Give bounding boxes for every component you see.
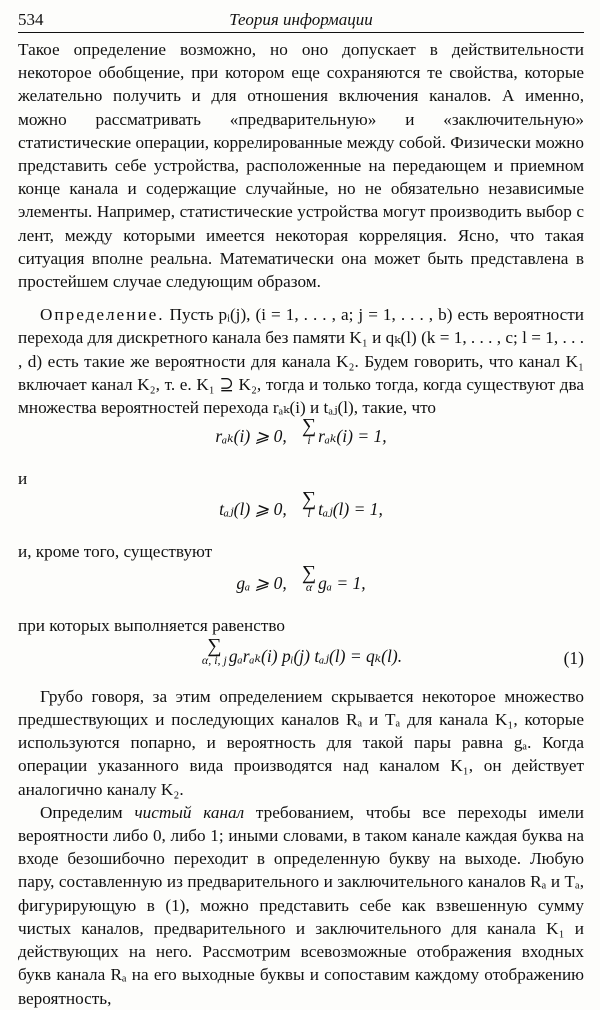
definition-text: Пусть pᵢ(j), (i = 1, . . . , a; j = 1, . . . , b) есть вероятности перехода для дискретного канала без памяти K₁ и qₖ(l) (k = 1, . . . , c; l = 1, . . . , d) есть такие же вероятности для канала K₂. Будем говорить, что канал K₁ включает канал K₂, т. е. K₁ ⊇ K₂, тогда и только тогда, когда существуют два множества вероятностей перехода rₐₖ(i) и tₐⱼ(l), такие, что: [18, 305, 584, 418]
formula-1-sum-index: α, i, j: [201, 652, 227, 667]
formula-r: [18, 415, 584, 465]
conjunction-equality: при которых выполняется равенство: [18, 615, 285, 635]
formula-1-body: gₐrₐₖ(i) pᵢ(j) tₐⱼ(l) = qₖ(l).: [228, 645, 403, 666]
sum-symbol: ∑ l: [301, 488, 317, 521]
term-pure-channel: чистый канал: [134, 802, 245, 822]
page-number: 534: [18, 10, 44, 29]
paragraph-3-lead: Определим: [40, 802, 123, 822]
sum-symbol: ∑ i: [301, 415, 317, 448]
paragraph-3: [18, 801, 584, 1010]
formula-t: [18, 488, 584, 538]
formula-t-sum-index: l: [307, 506, 311, 521]
page-body: [18, 38, 584, 1010]
paragraph-1: Такое определение возможно, но оно допускает в действительности некоторое обобщение, при котором еще сохраняются те свойства, которые желательно получить и для отношения включения каналов. А именно, можно рассматривать «предварительную» и «заключительную» статистические операции, коррелированные между собой. Физически можно представить себе устройства, расположенные на передающем и приемном конце канала и содержащие случайные, но не обязательно независимые элементы. Например, статистические устройства могут производить выбор с лент, между которыми имеется некоторая корреляция. Ясно, что такая ситуация вполне реальна. Математически она может быть представлена в простейшем случае следующим образом.: [18, 40, 584, 292]
formula-r-left: rₐₖ(i) ⩾ 0,: [215, 426, 287, 447]
formula-g: [18, 561, 584, 612]
formula-g-left: gₐ ⩾ 0,: [236, 572, 287, 593]
page-header: [18, 6, 584, 33]
definition-label: Определение.: [40, 305, 165, 325]
conjunction-moreover: и, кроме того, существуют: [18, 542, 213, 562]
running-title: Теория информации: [229, 10, 373, 29]
formula-t-left: tₐⱼ(l) ⩾ 0,: [219, 499, 287, 520]
formula-r-sum-index: i: [307, 433, 311, 448]
formula-g-sum-index: α: [305, 579, 313, 594]
conjunction-and: и: [18, 469, 28, 489]
formula-number: (1): [563, 647, 584, 668]
paragraph-2: Грубо говоря, за этим определением скрывается некоторое множество предшествующих и последующих каналов Rₐ и Tₐ для канала K₁, которые используются попарно, и вероятность для такой пары равна gₐ. Когда операции указанного вида производятся над каналом K₁, он действует аналогично каналу K₂.: [18, 686, 584, 799]
formula-1: [18, 634, 584, 685]
sum-symbol: ∑ α, i, j: [201, 634, 227, 667]
paragraph-3-text: требованием, чтобы все переходы имели вероятности либо 0, либо 1; иными словами, в таком канале каждая буква на входе безошибочно переходит в определенную букву на выходе. Любую пару, составленную из предварительного и заключительного каналов Rₐ и Tₐ, фигурирующую в (1), можно представить себе как взвешенную сумму чистых каналов, предварительного и заключительного для канала K₁ и действующих на него. Рассмотрим всевозможные отображения входных букв канала Rₐ на его выходные буквы и сопоставим каждому отображению вероятность,: [18, 802, 585, 1008]
definition-paragraph: [18, 303, 584, 419]
sum-symbol: ∑ α: [301, 561, 317, 594]
formula-g-right: gₐ = 1,: [318, 572, 366, 593]
formula-r-right: rₐₖ(i) = 1,: [318, 426, 387, 447]
formula-t-right: tₐⱼ(l) = 1,: [318, 499, 383, 520]
